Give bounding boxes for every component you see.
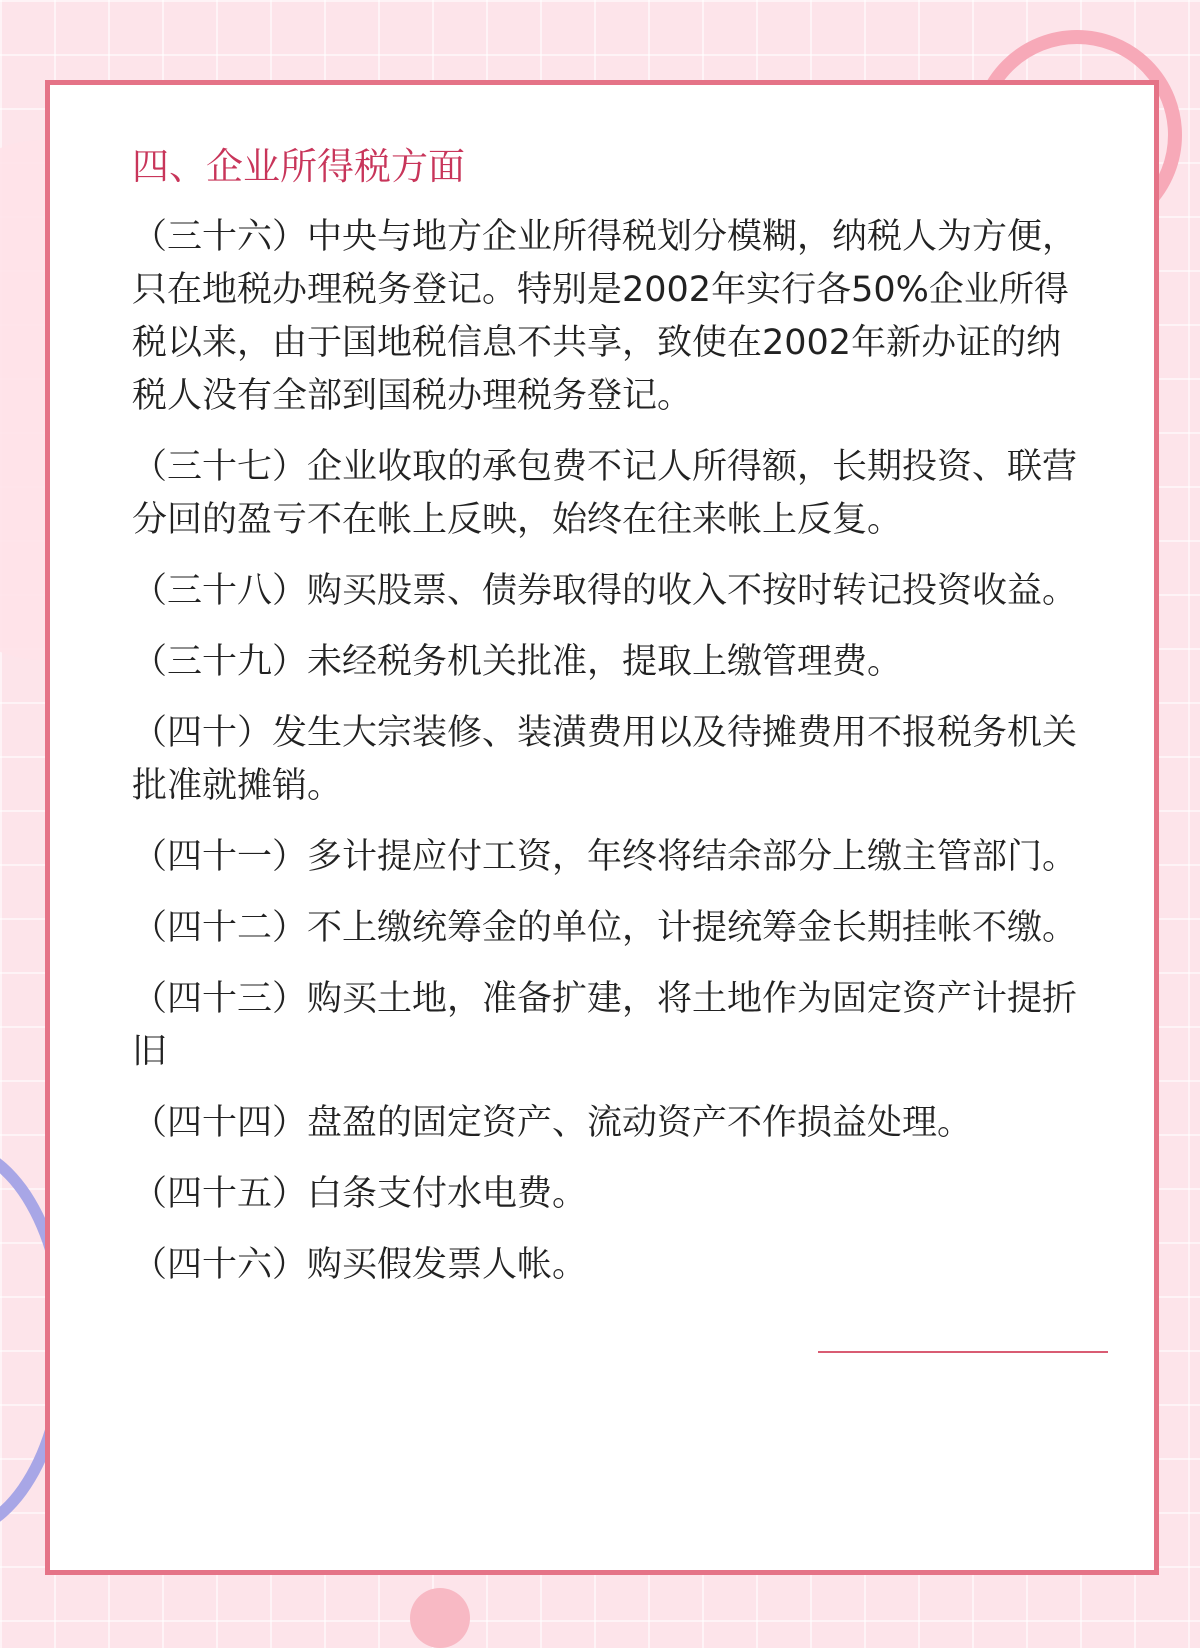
list-item: （四十）发生大宗装修、装潢费用以及待摊费用不报税务机关批准就摊销。 [132,713,1078,806]
item-list [132,211,1082,1310]
list-item: （三十八）购买股票、债券取得的收入不按时转记投资收益。 [132,571,1078,611]
list-item: （四十二）不上缴统筹金的单位，计提统筹金长期挂帐不缴。 [132,908,1078,948]
list-item: （四十六）购买假发票人帐。 [132,1245,588,1285]
underline-mark [818,1351,1108,1353]
section-title: 四、企业所得税方面 [132,145,465,188]
decorative-dot [410,1588,470,1648]
list-item: （三十九）未经税务机关批准，提取上缴管理费。 [132,642,903,682]
list-item: （四十五）白条支付水电费。 [132,1174,588,1214]
content-card [45,80,1159,1575]
list-item: （四十一）多计提应付工资，年终将结余部分上缴主管部门。 [132,837,1078,877]
list-item: （三十六）中央与地方企业所得税划分模糊，纳税人为方便，只在地税办理税务登记。特别是2002年实行各50%企业所得税以来，由于国地税信息不共享，致使在2002年新办证的纳税人没有全部到国税办理税务登记。 [132,217,1078,416]
list-item: （四十三）购买土地，准备扩建，将土地作为固定资产计提折旧 [132,979,1078,1072]
list-item: （四十四）盘盈的固定资产、流动资产不作损益处理。 [132,1103,973,1143]
list-item: （三十七）企业收取的承包费不记人所得额，长期投资、联营分回的盈亏不在帐上反映，始终在往来帐上反复。 [132,447,1078,540]
